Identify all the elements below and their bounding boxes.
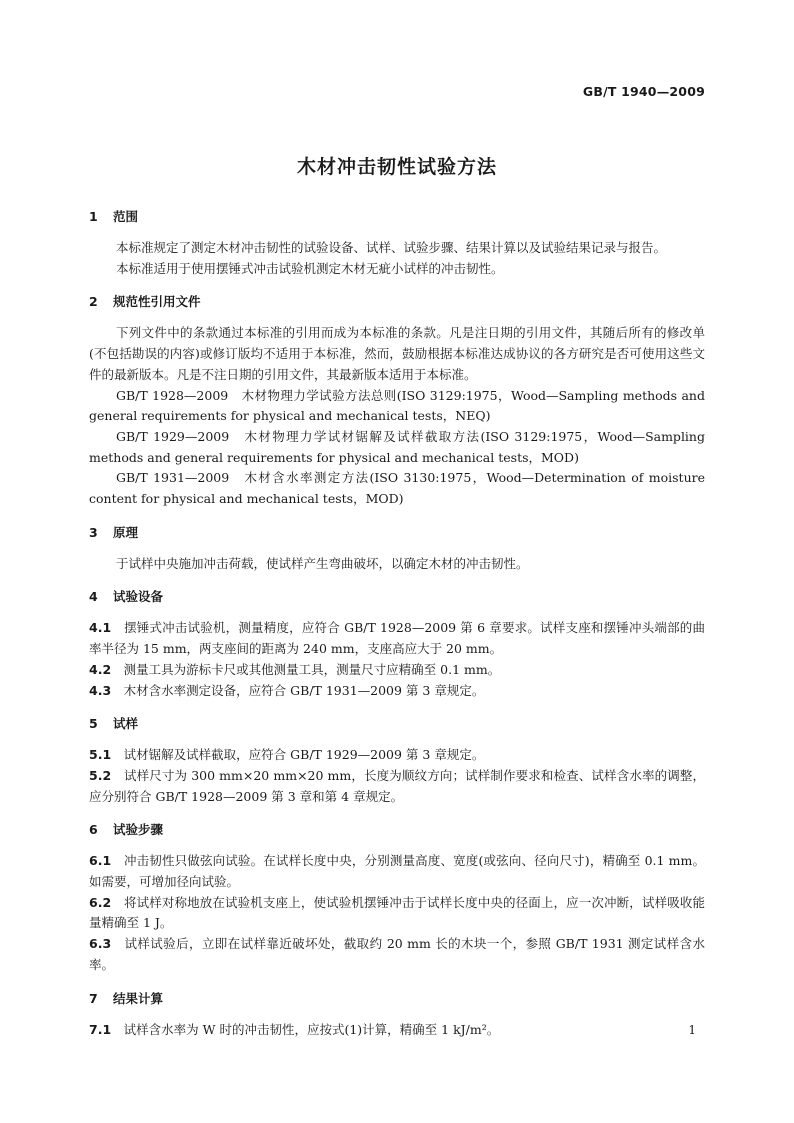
document-title: 木材冲击韧性试验方法 [296, 156, 497, 178]
document-body [89, 200, 705, 1040]
page-number: 1 [688, 1023, 696, 1037]
clause-text: 试材锯解及试样截取，应符合 GB/T 1929—2009 第 3 章规定。 [123, 747, 485, 763]
section-title: 试验步骤 [113, 822, 164, 838]
section-heading-procedure [89, 820, 705, 840]
section-heading-normative-references [89, 292, 705, 312]
clause [89, 745, 705, 766]
section-number: 7 [89, 990, 98, 1006]
section-title: 规范性引用文件 [113, 294, 201, 310]
section-title: 试样 [113, 716, 139, 732]
paragraph: 本标准规定了测定木材冲击韧性的试验设备、试样、试验步骤、结果计算以及试验结果记录与报告。 [116, 240, 667, 255]
section-number: 1 [89, 209, 98, 224]
clause [89, 1020, 705, 1041]
clause-text: 试样试验后，立即在试样靠近破坏处，截取约 20 mm 长的木块一个，参照 GB/T 1931 测定试样含水率。 [89, 936, 705, 972]
clause [89, 934, 705, 975]
reference-entry: GB/T 1929—2009 木材物理力学试材锯解及试样截取方法(ISO 3129:1975，Wood—Sampling methods and general requirements for physical and mechanical tests，MOD) [89, 428, 705, 465]
clause-number: 6.3 [89, 936, 112, 952]
reference-entry: GB/T 1928—2009 木材物理力学试验方法总则(ISO 3129:1975，Wood—Sampling methods and general requirements for physical and mechanical tests，NEQ) [89, 387, 705, 424]
clause-number: 5.2 [89, 767, 112, 783]
section-title: 试验设备 [113, 589, 164, 605]
section-title: 原理 [113, 524, 139, 540]
section-number: 5 [89, 716, 98, 732]
clause [89, 681, 705, 702]
section-title: 结果计算 [113, 990, 164, 1006]
section-heading-apparatus [89, 587, 705, 607]
section-heading-calculation [89, 989, 705, 1009]
clause-number: 4.2 [89, 661, 112, 677]
section-heading-specimen [89, 714, 705, 734]
clause [89, 766, 705, 807]
paragraph: 于试样中央施加冲击荷载，使试样产生弯曲破坏，以确定木材的冲击韧性。 [116, 555, 529, 571]
clause-number: 6.2 [89, 894, 112, 910]
clause-number: 4.3 [89, 682, 112, 698]
clause-number: 4.1 [89, 620, 112, 636]
clause-text: 冲击韧性只做弦向试验。在试样长度中央，分别测量高度、宽度(或弦向、径向尺寸)，精确至 0.1 mm。如需要，可增加径向试验。 [89, 853, 705, 890]
clause-text: 将试样对称地放在试验机支座上，使试验机摆锤冲击于试样长度中央的径面上，应一次冲断，试样吸收能量精确至 1 J。 [89, 894, 705, 931]
clause-number: 5.1 [89, 747, 112, 763]
reference-entry: GB/T 1931—2009 木材含水率测定方法(ISO 3130:1975，Wood—Determination of moisture content for physical and mechanical tests，MOD) [89, 470, 705, 507]
section-heading-scope [89, 207, 705, 227]
clause [89, 893, 705, 934]
clause-text: 试样尺寸为 300 mm×20 mm×20 mm，长度为顺纹方向；试样制作要求和检查、试样含水率的调整，应分别符合 GB/T 1928—2009 第 3 章和第 4 章规定。 [89, 767, 705, 804]
clause [89, 851, 705, 892]
section-number: 3 [89, 524, 98, 540]
section-number: 2 [89, 294, 98, 310]
clause-text: 试样含水率为 W 时的冲击韧性，应按式(1)计算，精确至 1 kJ/m²。 [123, 1021, 500, 1037]
section-title: 范围 [113, 209, 139, 224]
section-number: 6 [89, 822, 98, 838]
paragraph: 本标准适用于使用摆锤式冲击试验机测定木材无疵小试样的冲击韧性。 [116, 260, 504, 276]
section-number: 4 [89, 589, 98, 605]
clause [89, 618, 705, 659]
clause [89, 660, 705, 681]
paragraph: 下列文件中的条款通过本标准的引用而成为本标准的条款。凡是注日期的引用文件，其随后所有的修改单(不包括勘误的内容)或修订版均不适用于本标准，然而，鼓励根据本标准达成协议的各方研究是否可使用这些文件的最新版本。凡是不注日期的引用文件，其最新版本适用于本标准。 [89, 325, 705, 382]
standard-number: GB/T 1940—2009 [582, 84, 705, 99]
clause-text: 测量工具为游标卡尺或其他测量工具，测量尺寸应精确至 0.1 mm。 [123, 661, 501, 677]
section-heading-principle [89, 523, 705, 543]
clause-number: 6.1 [89, 853, 112, 869]
clause-text: 木材含水率测定设备，应符合 GB/T 1931—2009 第 3 章规定。 [123, 682, 485, 698]
clause-text: 摆锤式冲击试验机，测量精度，应符合 GB/T 1928—2009 第 6 章要求。试样支座和摆锤冲头端部的曲率半径为 15 mm，两支座间的距离为 240 mm，支座高应大于 20 mm。 [89, 620, 705, 657]
clause-number: 7.1 [89, 1021, 112, 1037]
